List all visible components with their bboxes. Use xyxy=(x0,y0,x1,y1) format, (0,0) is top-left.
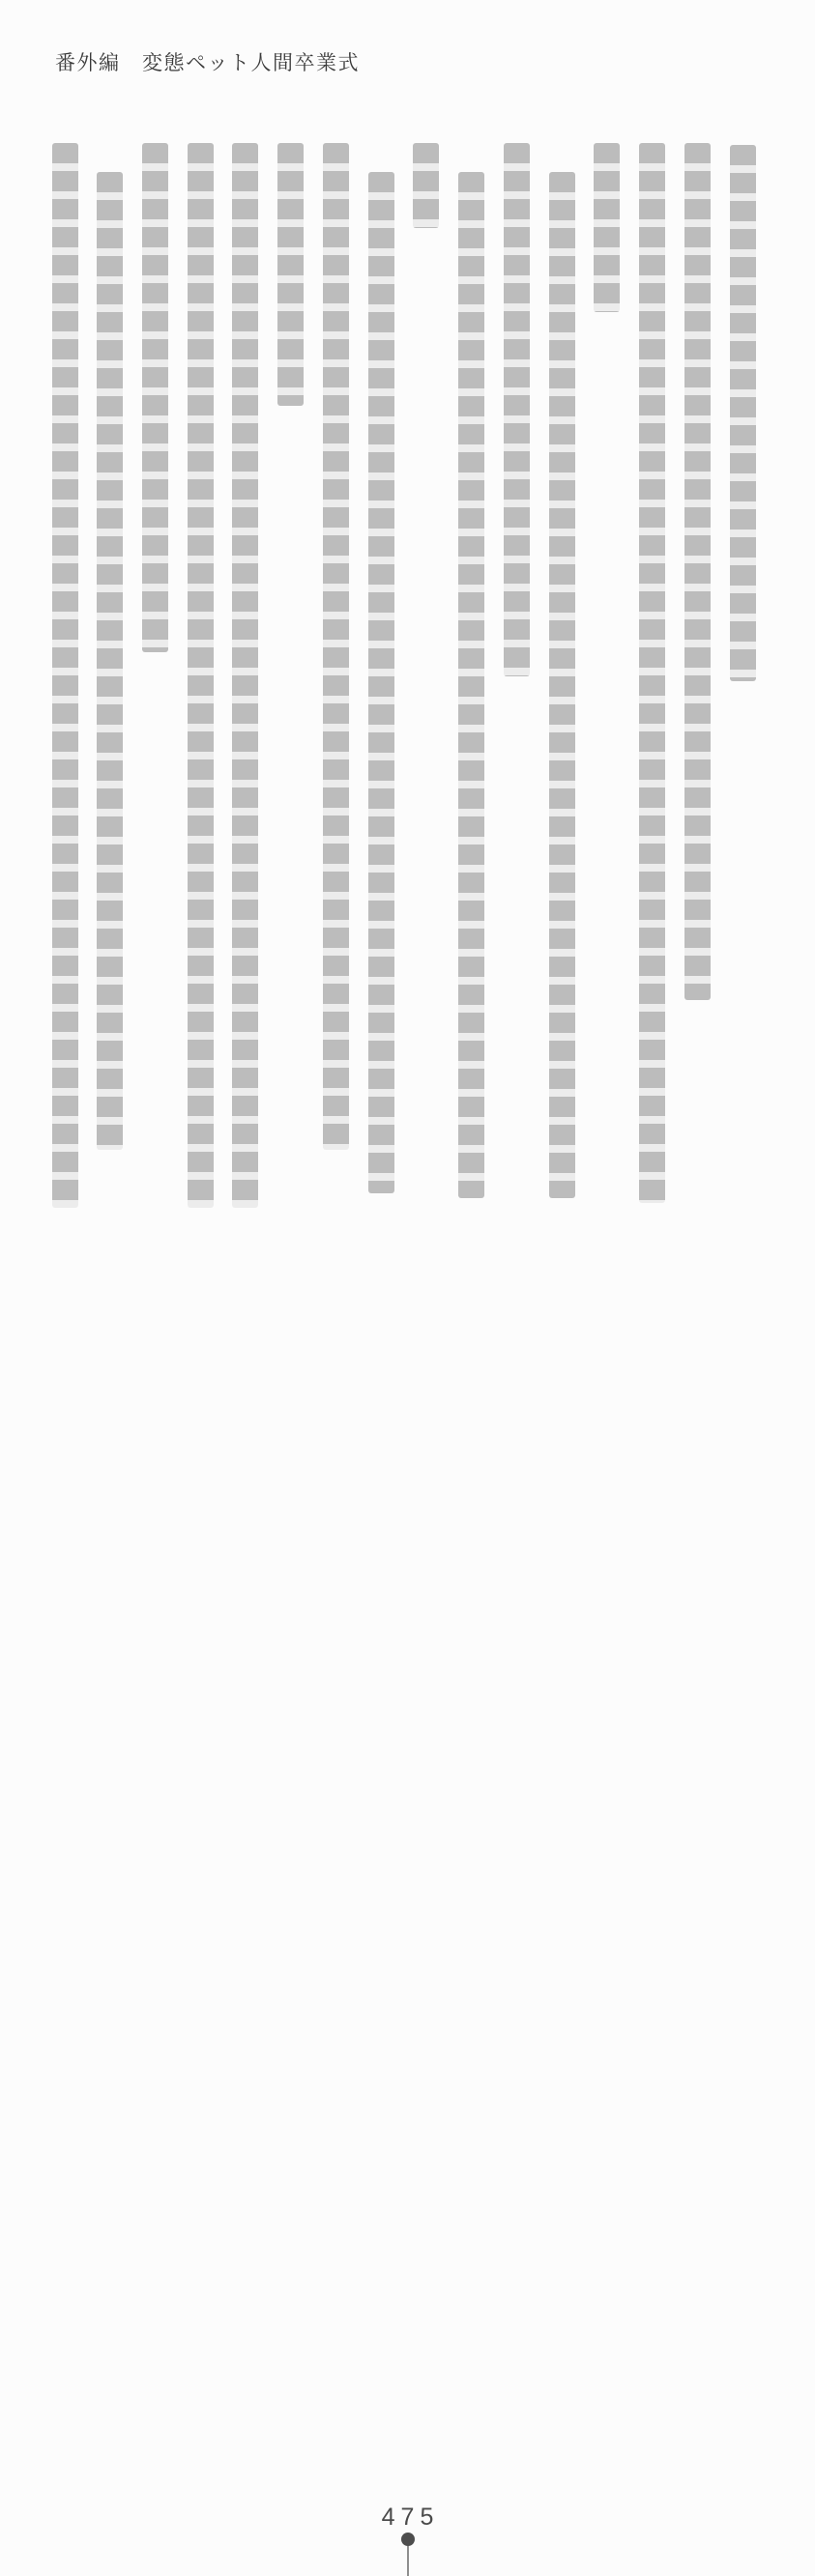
redacted-text-column xyxy=(594,143,620,312)
redacted-text-column xyxy=(323,143,349,1150)
redacted-text-column xyxy=(188,143,214,1208)
page-marker-dot-icon xyxy=(401,2533,415,2546)
redacted-text-column xyxy=(684,143,711,1000)
redacted-text-column xyxy=(504,143,530,676)
redacted-text-column xyxy=(277,143,304,406)
redacted-text-column xyxy=(52,143,78,1208)
redacted-text-column xyxy=(549,172,575,1198)
redacted-text-column xyxy=(142,143,168,652)
page-footer xyxy=(0,1245,815,2531)
page-marker-stem xyxy=(407,2546,409,2576)
page-number: 475 xyxy=(381,2504,440,2531)
redacted-text-column xyxy=(458,172,484,1198)
redacted-text-column xyxy=(232,143,258,1208)
redacted-text-column xyxy=(368,172,394,1193)
redacted-text-column xyxy=(413,143,439,228)
redacted-text-column xyxy=(639,143,665,1203)
redacted-text-column xyxy=(97,172,123,1150)
redacted-text-column xyxy=(730,145,756,681)
running-header: 番外編 変態ペット人間卒業式 xyxy=(55,51,360,74)
